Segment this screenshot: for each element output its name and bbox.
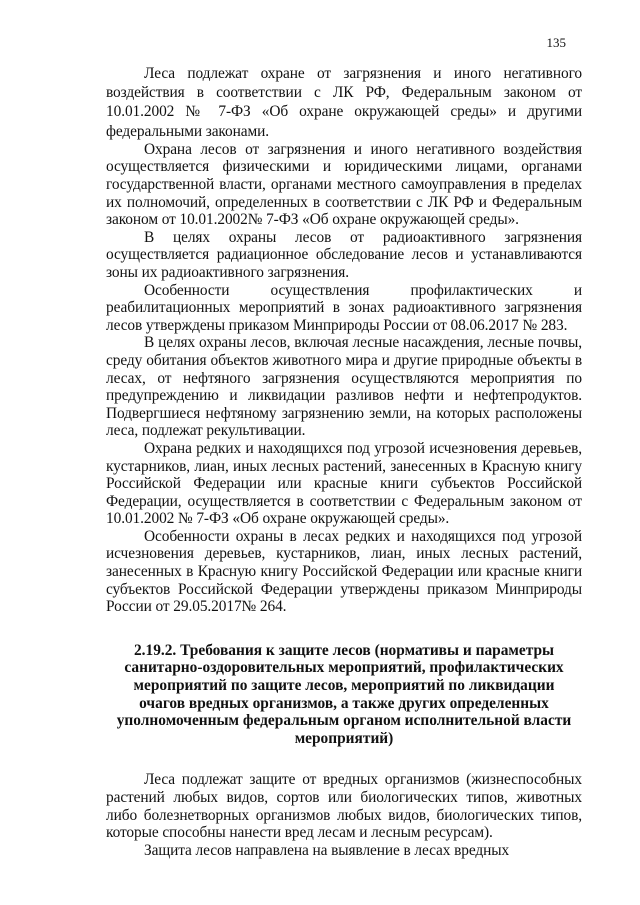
page-number: 135	[546, 35, 566, 50]
document-body	[106, 64, 582, 859]
paragraph: Леса подлежат охране от загрязнения и иного негативного воздействия в соответствии с ЛК РФ, Федеральным законом от 10.01.2002 № 7-ФЗ «Об охране окружающей среды» и другими федеральными законами.	[106, 65, 582, 140]
paragraph: В целях охраны лесов от радиоактивного загрязнения осуществляется радиационное обследование лесов и устанавливаются зоны их радиоактивного загрязнения.	[106, 228, 582, 281]
paragraph: Охрана редких и находящихся под угрозой исчезновения деревьев, кустарников, лиан, иных лесных растений, занесенных в Красную книгу Российской Федерации или красные книги субъектов Российской Федерации, осуществляется в соответствии с Федеральным законом от 10.01.2002 № 7-ФЗ «Об охране окружающей среды».	[106, 439, 582, 528]
paragraph: Охрана лесов от загрязнения и иного негативного воздействия осуществляется физическими и юридическими лицами, органами государственной власти, органами местного самоуправления в пределах их полномочий, определенных в соответствии с ЛК РФ и Федеральным законом от 10.01.2002№ 7-ФЗ «Об охране окружающей среды».	[106, 140, 582, 229]
paragraph: Особенности осуществления профилактических и реабилитационных мероприятий в зонах радиоактивного загрязнения лесов утверждены приказом Минприроды России от 08.06.2017 № 283.	[106, 281, 582, 334]
paragraph: В целях охраны лесов, включая лесные насаждения, лесные почвы, среду обитания объектов животного мира и другие природные объекты в лесах, от нефтяного загрязнения осуществляются мероприятия по предупреждению и ликвидации разливов нефти и нефтепродуктов. Подвергшиеся нефтяному загрязнению земли, на которых расположены леса, подлежат рекультивации.	[106, 334, 582, 440]
paragraph: Защита лесов направлена на выявление в лесах вредных	[144, 841, 510, 859]
paragraph: Леса подлежат защите от вредных организмов (жизнеспособных растений любых видов, сортов или биологических типов, животных либо болезнетворных организмов любых видов, биологических типов, которые способны нанести вред лесам и лесным ресурсам).	[106, 771, 582, 842]
paragraph: Особенности охраны в лесах редких и находящихся под угрозой исчезновения деревьев, кустарников, лиан, иных лесных растений, занесенных в Красную книгу Российской Федерации или красные книги субъектов Российской Федерации утверждены приказом Минприроды России от 29.05.2017№ 264.	[106, 527, 582, 616]
section-heading: 2.19.2. Требования к защите лесов (нормативы и параметры санитарно-оздоровительных мероприятий, профилактических мероприятий по защите лесов, мероприятий по ликвидации очагов вредных организмов, а также других определенных уполномоченным федеральным органом исполнительной власти мероприятий)	[116, 641, 572, 747]
